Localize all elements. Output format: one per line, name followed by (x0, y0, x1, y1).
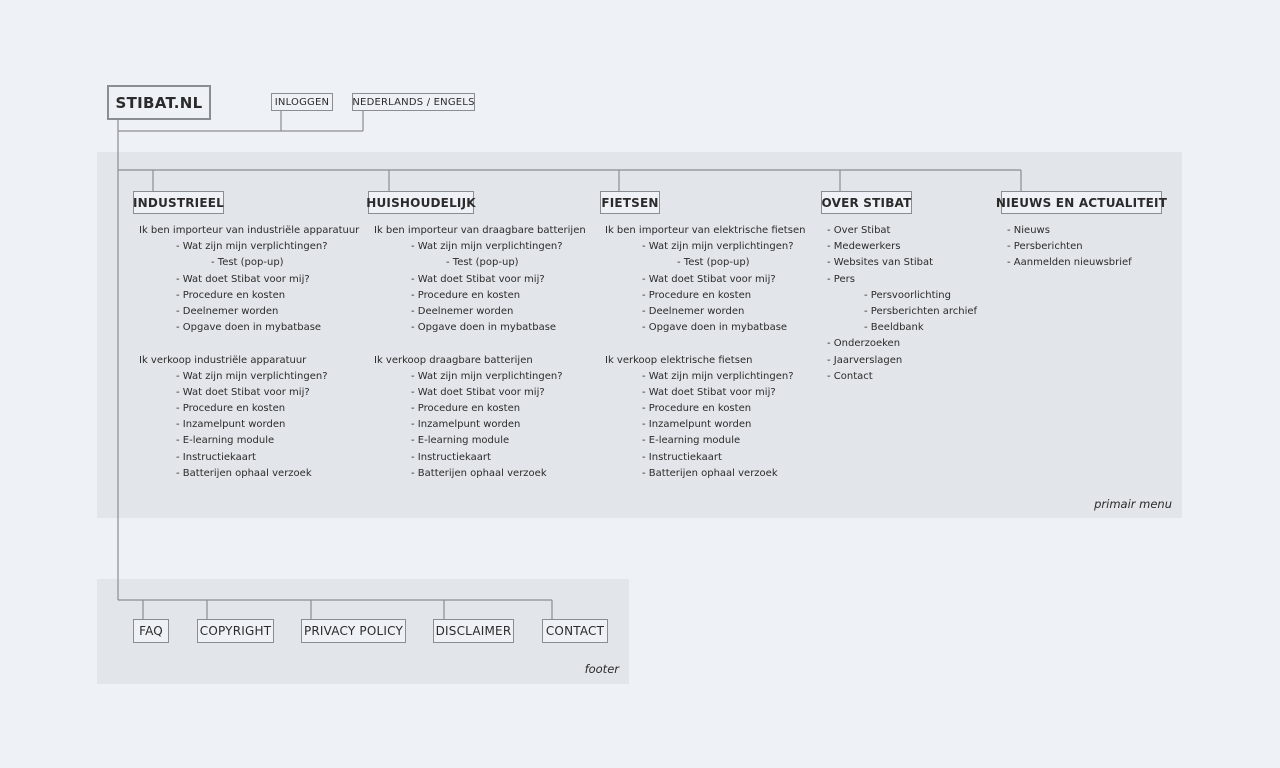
menu-group-heading: Ik verkoop draagbare batterijen (374, 354, 533, 366)
menu-item[interactable]: - Wat doet Stibat voor mij? (176, 386, 310, 398)
footer-disclaimer-link[interactable]: DISCLAIMER (433, 619, 514, 643)
menu-item[interactable]: - Contact (827, 370, 873, 382)
menu-group-heading: Ik ben importeur van draagbare batterijen (374, 225, 586, 236)
primary-menu-caption: primair menu (1094, 497, 1172, 511)
menu-item[interactable]: - Wat zijn mijn verplichtingen? (411, 370, 563, 382)
menu-item[interactable]: - Deelnemer worden (642, 305, 745, 317)
menu-item[interactable]: - Procedure en kosten (176, 403, 286, 415)
footer-copyright-link[interactable]: COPYRIGHT (197, 619, 274, 643)
menu-group-heading: Ik ben importeur van elektrische fietsen (605, 225, 806, 236)
menu-item[interactable]: - Wat doet Stibat voor mij? (642, 273, 776, 285)
menu-item[interactable]: - Instructiekaart (176, 451, 256, 463)
menu-item[interactable]: - Aanmelden nieuwsbrief (1007, 257, 1132, 269)
menu-item[interactable]: - Inzamelpunt worden (642, 419, 752, 431)
menu-item[interactable]: - Procedure en kosten (411, 289, 521, 301)
menu-item[interactable]: - E-learning module (176, 435, 275, 447)
footer-contact-link[interactable]: CONTACT (542, 619, 608, 643)
menu-item[interactable]: - Instructiekaart (411, 451, 491, 463)
category-over-stibat[interactable]: OVER STIBAT (821, 191, 912, 214)
menu-item[interactable]: - Test (pop-up) (677, 257, 750, 269)
menu-group-heading: Ik verkoop industriële apparatuur (139, 354, 307, 366)
menu-item[interactable]: - Wat zijn mijn verplichtingen? (642, 370, 794, 382)
login-link[interactable]: INLOGGEN (271, 93, 333, 111)
menu-item[interactable]: - E-learning module (411, 435, 510, 447)
menu-item[interactable]: - Jaarverslagen (827, 354, 903, 366)
menu-item[interactable]: - Deelnemer worden (411, 305, 514, 317)
category-huishoudelijk[interactable]: HUISHOUDELIJK (368, 191, 474, 214)
menu-item[interactable]: - Opgave doen in mybatbase (642, 322, 788, 334)
menu-item[interactable]: - Procedure en kosten (411, 403, 521, 415)
menu-item[interactable]: - E-learning module (642, 435, 741, 447)
menu-item[interactable]: - Wat zijn mijn verplichtingen? (411, 241, 563, 253)
industrieel-item-list (139, 223, 359, 482)
over-stibat-item-list (827, 223, 977, 385)
menu-item[interactable]: - Onderzoeken (827, 338, 901, 350)
menu-item[interactable]: - Batterijen ophaal verzoek (176, 467, 312, 479)
menu-item[interactable]: - Batterijen ophaal verzoek (411, 467, 547, 479)
footer-faq-link[interactable]: FAQ (133, 619, 169, 643)
menu-group-heading: Ik ben importeur van industriële apparatuur (139, 225, 360, 236)
list-spacer (139, 336, 359, 352)
huishoudelijk-item-list (374, 223, 586, 482)
list-spacer (605, 336, 805, 352)
menu-item[interactable]: - Persberichten archief (864, 305, 978, 317)
menu-item[interactable]: - Inzamelpunt worden (176, 419, 286, 431)
menu-item[interactable]: - Wat doet Stibat voor mij? (642, 386, 776, 398)
menu-item[interactable]: - Wat doet Stibat voor mij? (411, 273, 545, 285)
menu-item[interactable]: - Over Stibat (827, 225, 891, 236)
menu-item[interactable]: - Beeldbank (864, 322, 924, 334)
menu-item[interactable]: - Instructiekaart (642, 451, 722, 463)
list-spacer (374, 336, 586, 352)
menu-item[interactable]: - Procedure en kosten (642, 289, 752, 301)
footer-privacy-policy-link[interactable]: PRIVACY POLICY (301, 619, 406, 643)
menu-item[interactable]: - Wat doet Stibat voor mij? (411, 386, 545, 398)
menu-item[interactable]: - Wat doet Stibat voor mij? (176, 273, 310, 285)
footer-caption: footer (584, 662, 619, 676)
menu-item[interactable]: - Websites van Stibat (827, 257, 934, 269)
nieuws-item-list (1007, 223, 1132, 272)
menu-item[interactable]: - Wat zijn mijn verplichtingen? (176, 241, 328, 253)
language-switch-link[interactable]: NEDERLANDS / ENGELS (352, 93, 475, 111)
menu-item[interactable]: - Medewerkers (827, 241, 901, 253)
fietsen-item-list (605, 223, 805, 482)
menu-item[interactable]: - Procedure en kosten (176, 289, 286, 301)
category-nieuws-en-actualiteit[interactable]: NIEUWS EN ACTUALITEIT (1001, 191, 1162, 214)
menu-item[interactable]: - Persberichten (1007, 241, 1083, 253)
menu-item[interactable]: - Wat zijn mijn verplichtingen? (642, 241, 794, 253)
menu-item[interactable]: - Nieuws (1007, 225, 1050, 236)
menu-item[interactable]: - Persvoorlichting (864, 289, 951, 301)
menu-item[interactable]: - Batterijen ophaal verzoek (642, 467, 778, 479)
menu-item[interactable]: - Opgave doen in mybatbase (411, 322, 557, 334)
category-fietsen[interactable]: FIETSEN (600, 191, 660, 214)
menu-item[interactable]: - Deelnemer worden (176, 305, 279, 317)
menu-item[interactable]: - Procedure en kosten (642, 403, 752, 415)
menu-item[interactable]: - Opgave doen in mybatbase (176, 322, 322, 334)
root-node-stibat[interactable]: STIBAT.NL (107, 85, 211, 120)
category-industrieel[interactable]: INDUSTRIEEL (133, 191, 224, 214)
menu-item[interactable]: - Test (pop-up) (211, 257, 284, 269)
menu-item[interactable]: - Wat zijn mijn verplichtingen? (176, 370, 328, 382)
menu-item[interactable]: - Pers (827, 273, 855, 285)
menu-group-heading: Ik verkoop elektrische fietsen (605, 354, 753, 366)
menu-item[interactable]: - Test (pop-up) (446, 257, 519, 269)
menu-item[interactable]: - Inzamelpunt worden (411, 419, 521, 431)
